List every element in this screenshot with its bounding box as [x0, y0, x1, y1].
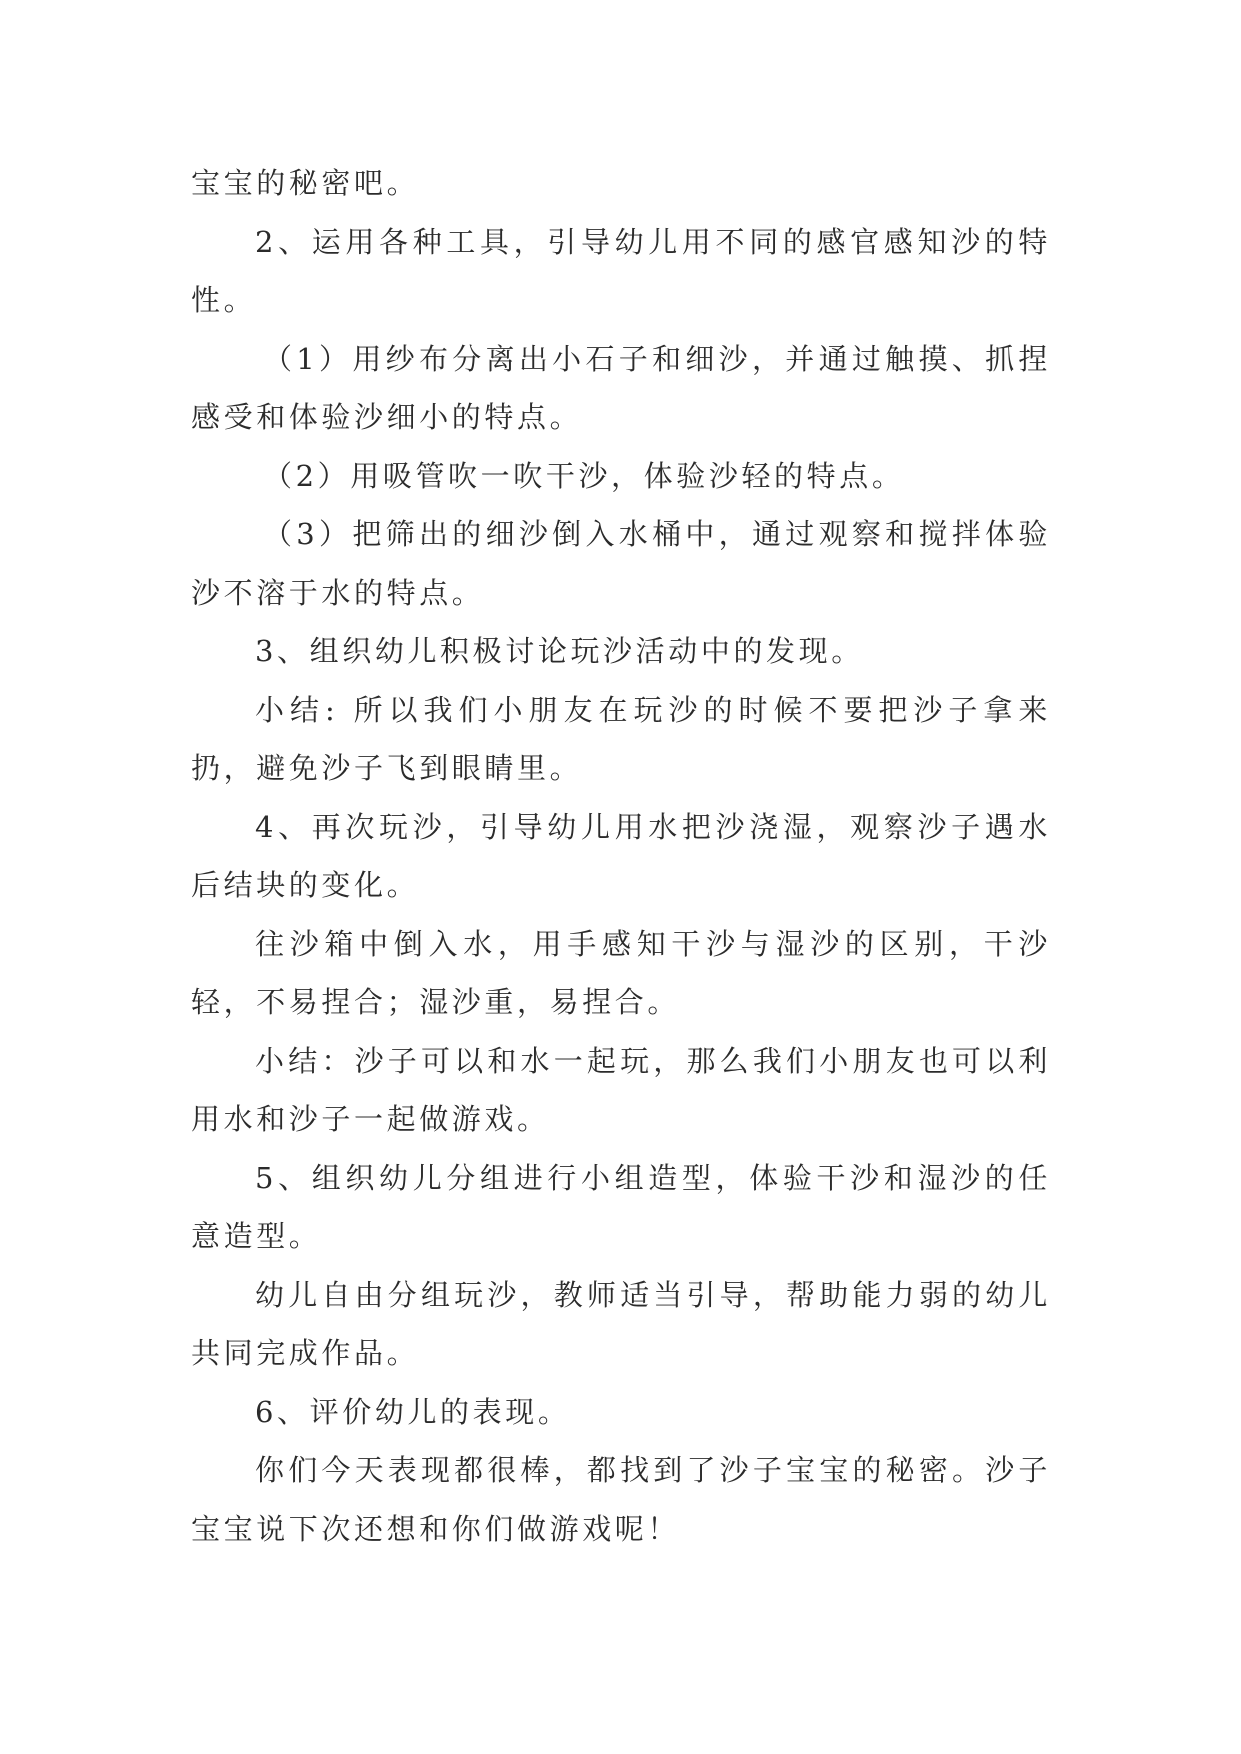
- document-body: [191, 154, 1051, 1558]
- step-3-paragraph: 3、组织幼儿积极讨论玩沙活动中的发现。: [255, 634, 864, 668]
- paragraph-continuation: 宝宝的秘密吧。: [191, 166, 420, 200]
- summary-2-paragraph: 小结：沙子可以和水一起玩，那么我们小朋友也可以利用水和沙子一起做游戏。: [191, 1043, 1051, 1136]
- step-5-detail-paragraph: 幼儿自由分组玩沙，教师适当引导，帮助能力弱的幼儿共同完成作品。: [191, 1277, 1051, 1370]
- step-2-sub-2-paragraph: （2）用吸管吹一吹干沙，体验沙轻的特点。: [263, 458, 905, 493]
- step-4-detail-paragraph: 往沙箱中倒入水，用手感知干沙与湿沙的区别，干沙轻，不易捏合；湿沙重，易捏合。: [191, 926, 1051, 1019]
- step-2-sub-1-paragraph: （1）用纱布分离出小石子和细沙，并通过触摸、抓捏感受和体验沙细小的特点。: [191, 341, 1051, 434]
- step-5-paragraph: 5、组织幼儿分组进行小组造型，体验干沙和湿沙的任意造型。: [191, 1160, 1051, 1253]
- step-2-paragraph: 2、运用各种工具，引导幼儿用不同的感官感知沙的特性。: [191, 224, 1051, 317]
- closing-paragraph: 你们今天表现都很棒，都找到了沙子宝宝的秘密。沙子宝宝说下次还想和你们做游戏呢！: [191, 1453, 1051, 1546]
- step-6-paragraph: 6、评价幼儿的表现。: [255, 1394, 571, 1429]
- step-2-sub-3-paragraph: （3）把筛出的细沙倒入水桶中，通过观察和搅拌体验沙不溶于水的特点。: [191, 517, 1051, 610]
- summary-1-paragraph: 小结: 所以我们小朋友在玩沙的时候不要把沙子拿来扔，避免沙子飞到眼睛里。: [191, 692, 1051, 785]
- step-4-paragraph: 4、再次玩沙，引导幼儿用水把沙浇湿，观察沙子遇水后结块的变化。: [191, 809, 1051, 902]
